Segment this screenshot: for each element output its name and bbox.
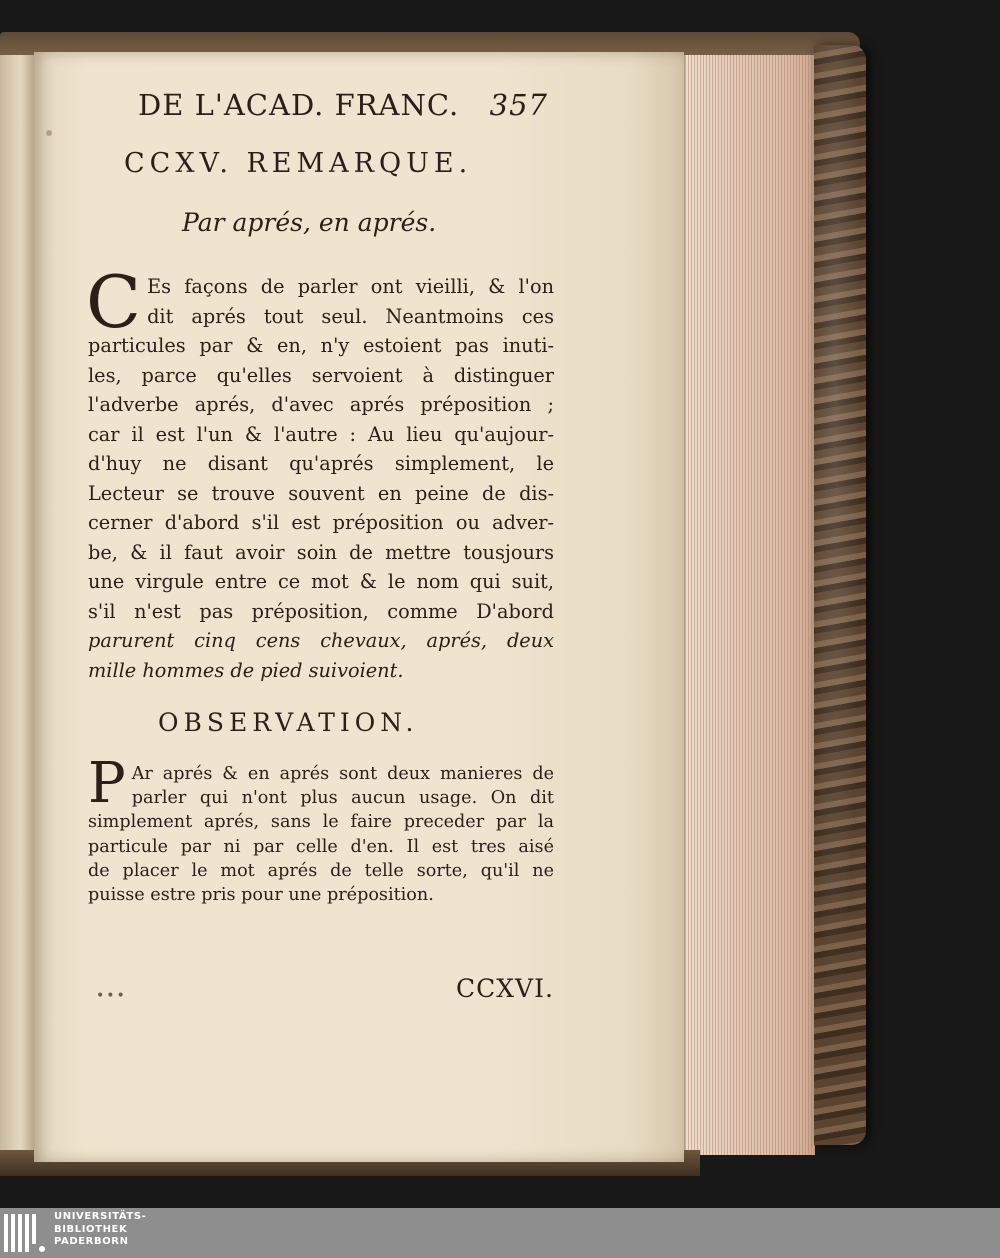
text-line: une virgule entre ce mot & le nom qui suit, [88, 570, 554, 593]
drop-cap: C [86, 260, 142, 344]
running-head-title: DE L'ACAD. FRANC. [138, 88, 460, 122]
signature-mark: ••• [96, 988, 127, 1004]
section-title: CCXV. REMARQUE. [124, 148, 473, 179]
text-line: de placer le mot aprés de telle sorte, qu'il ne [88, 860, 554, 881]
facing-page-edge [0, 55, 36, 1160]
text-line: puisse estre pris pour une préposition. [88, 885, 434, 906]
page-block-edges [684, 55, 815, 1155]
text-line: Lecteur se trouve souvent en peine de dis- [88, 481, 554, 505]
catchword: CCXVI. [456, 974, 554, 1003]
library-name-line: BIBLIOTHEK [54, 1223, 128, 1235]
text-line: Es façons de parler ont vieilli, & l'on [147, 275, 554, 298]
text-line: parurent cinq cens chevaux, aprés, deux [88, 629, 554, 652]
text-line: simplement aprés, sans le faire preceder par la [88, 812, 554, 833]
remarque-text [86, 260, 554, 685]
library-name [54, 1211, 146, 1249]
running-head [138, 88, 558, 122]
text-line: parler qui n'ont plus aucun usage. On dit [131, 788, 554, 809]
text-line: particule par ni par celle d'en. Il est tres aisé [88, 836, 554, 857]
book-spine [814, 45, 866, 1145]
section-subtitle: Par aprés, en aprés. [182, 208, 437, 237]
library-name-line: UNIVERSITÄTS- [54, 1211, 147, 1222]
library-logo-icon [4, 1212, 46, 1254]
library-name-line: PADERBORN [54, 1236, 129, 1247]
text-line: be, & il faut avoir soin de mettre tousjours [88, 540, 554, 564]
observation-text [88, 751, 554, 907]
text-line: mille hommes de pied suivoient. [88, 658, 404, 682]
text-line: particules par & en, n'y estoient pas inuti- [88, 334, 554, 357]
page-number: 357 [489, 88, 548, 122]
text-line: dit aprés tout seul. Neantmoins ces [147, 304, 554, 328]
text-line: les, parce qu'elles servoient à distinguer [88, 363, 554, 387]
text-line: cerner d'abord s'il est préposition ou adver- [88, 511, 554, 534]
paper-spot [46, 130, 52, 136]
observation-heading: OBSERVATION. [158, 708, 419, 737]
text-line: Ar aprés & en aprés sont deux manieres de [131, 764, 554, 784]
text-line: d'huy ne disant qu'aprés simplement, le [88, 452, 554, 475]
drop-cap: P [88, 751, 126, 816]
footer-bar [0, 1208, 1000, 1258]
text-line: s'il n'est pas préposition, comme D'abord [88, 599, 554, 623]
text-line: l'adverbe aprés, d'avec aprés préposition ; [88, 393, 554, 416]
text-line: car il est l'un & l'autre : Au lieu qu'aujour- [88, 422, 554, 446]
